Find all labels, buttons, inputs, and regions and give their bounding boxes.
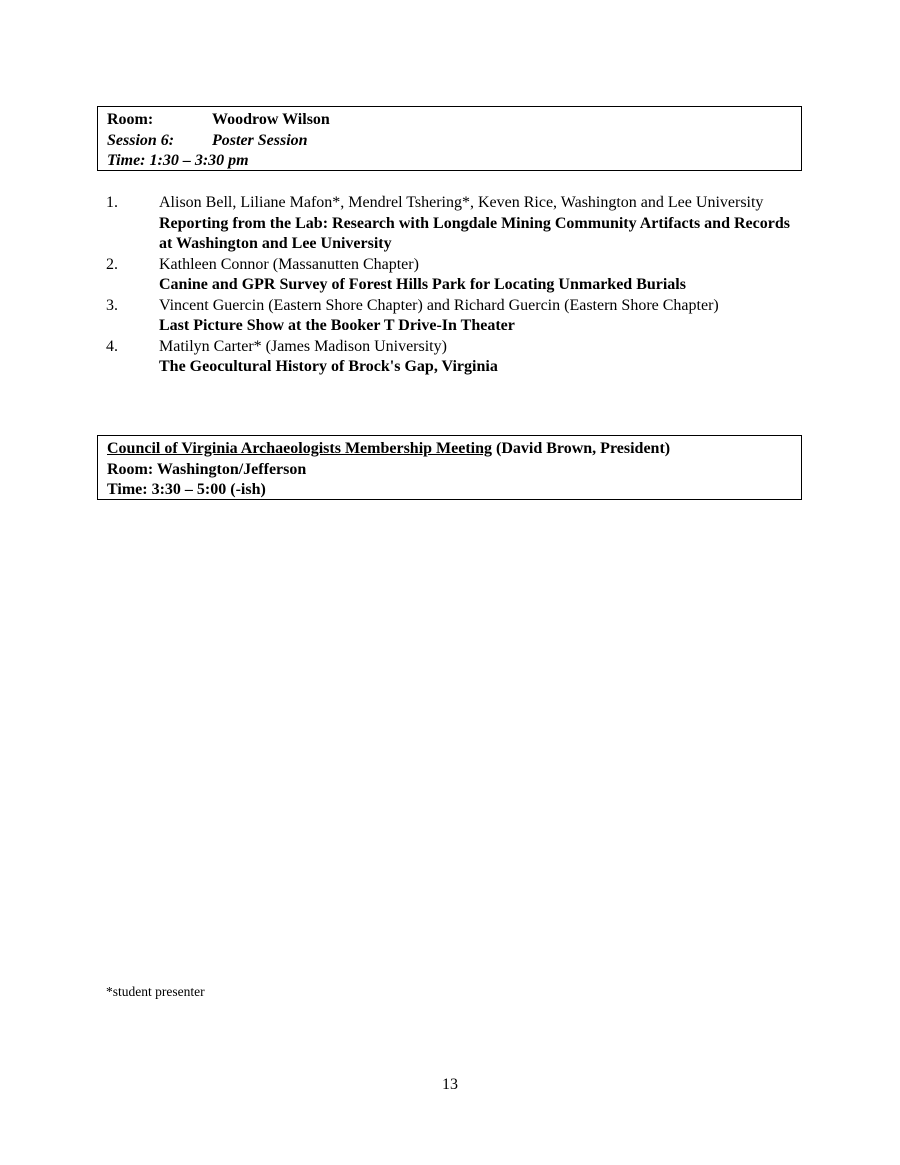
- session-time: Time: 1:30 – 3:30 pm: [107, 152, 249, 169]
- page-number: 13: [442, 1076, 458, 1093]
- presentation-title: Last Picture Show at the Booker T Drive-In Theater: [159, 317, 515, 334]
- room-row: [107, 110, 792, 131]
- session-row: [107, 131, 792, 152]
- meeting-room: Room: Washington/Jefferson: [107, 460, 307, 478]
- room-label: Room:: [107, 111, 154, 128]
- presentation-item: [106, 296, 794, 337]
- presentation-title: Canine and GPR Survey of Forest Hills Park for Locating Unmarked Burials: [159, 276, 686, 293]
- presentation-number: 2.: [106, 255, 118, 273]
- presentation-authors: Alison Bell, Liliane Mafon*, Mendrel Tshering*, Keven Rice, Washington and Lee University: [159, 194, 764, 211]
- session-label: Session 6:: [107, 131, 175, 149]
- presentation-number: 1.: [106, 194, 118, 211]
- presentation-item: [106, 337, 794, 378]
- presentation-list: [106, 193, 794, 378]
- membership-meeting-box: [97, 435, 802, 500]
- presentation-number: 4.: [106, 337, 118, 355]
- student-presenter-footnote: *student presenter: [106, 984, 205, 999]
- room-value: Woodrow Wilson: [212, 111, 330, 128]
- session-header-box: [97, 106, 802, 171]
- meeting-name: Council of Virginia Archaeologists Membership Meeting: [107, 440, 493, 457]
- presentation-authors: Kathleen Connor (Massanutten Chapter): [159, 255, 419, 273]
- meeting-president: (David Brown, President): [496, 440, 671, 457]
- presentation-item: [106, 193, 794, 255]
- presentation-authors: Matilyn Carter* (James Madison University): [159, 337, 447, 355]
- presentation-authors: Vincent Guercin (Eastern Shore Chapter) and Richard Guercin (Eastern Shore Chapter): [159, 296, 719, 314]
- meeting-heading: [107, 439, 792, 460]
- presentation-item: [106, 255, 794, 296]
- meeting-time: Time: 3:30 – 5:00 (-ish): [107, 481, 266, 498]
- presentation-number: 3.: [106, 296, 118, 314]
- presentation-title: The Geocultural History of Brock's Gap, Virginia: [159, 358, 498, 375]
- session-value: Poster Session: [212, 131, 308, 149]
- presentation-title: Reporting from the Lab: Research with Longdale Mining Community Artifacts and Records at Washington and Lee University: [159, 214, 790, 252]
